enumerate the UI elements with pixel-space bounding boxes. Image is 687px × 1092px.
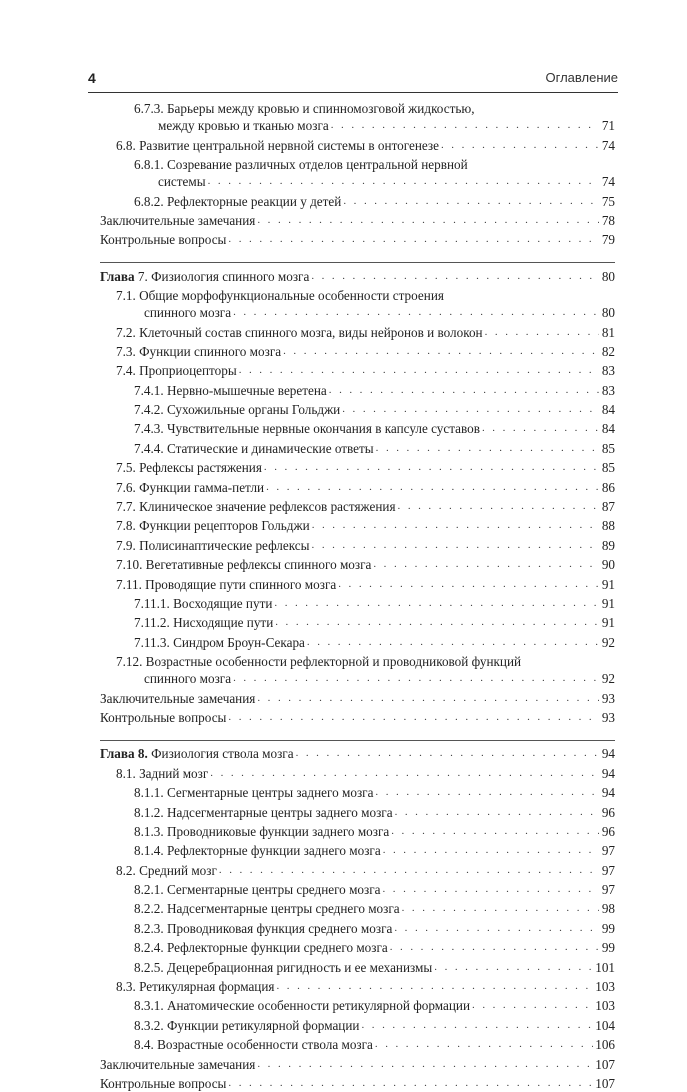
page-header bbox=[88, 70, 618, 90]
toc-entry-title: 6.8. Развитие центральной нервной системы в онтогенезе bbox=[116, 137, 439, 153]
chapter-8-name: Физиология ствола мозга bbox=[151, 746, 294, 762]
dot-leader bbox=[257, 212, 599, 229]
toc-entry[interactable] bbox=[100, 801, 615, 820]
chapter-7-label: Глава bbox=[100, 268, 135, 284]
toc-entry[interactable] bbox=[100, 840, 615, 859]
dot-leader bbox=[283, 343, 599, 360]
dot-leader bbox=[266, 479, 599, 496]
page-ref: 97 bbox=[601, 862, 615, 878]
page-ref: 87 bbox=[601, 499, 615, 515]
page-ref: 93 bbox=[601, 690, 615, 706]
dot-leader bbox=[383, 842, 599, 859]
toc-entry-title: спинного мозга bbox=[144, 671, 232, 687]
dot-leader bbox=[233, 304, 599, 321]
toc-entry[interactable] bbox=[100, 360, 615, 379]
dot-leader bbox=[331, 117, 599, 134]
chapter-7-title bbox=[100, 268, 309, 285]
dot-leader bbox=[382, 881, 599, 898]
dot-leader bbox=[210, 765, 599, 782]
dot-leader bbox=[375, 784, 599, 801]
toc-section-chapter-6-tail bbox=[100, 98, 615, 248]
toc-entry[interactable] bbox=[100, 210, 615, 229]
toc-entry-title: 6.8.2. Рефлекторные реакции у детей bbox=[134, 193, 342, 209]
toc-entry-title: 6.8.1. Созревание различных отделов центральной нервной bbox=[134, 157, 468, 173]
toc-entry[interactable] bbox=[100, 917, 615, 936]
dot-leader bbox=[482, 420, 599, 437]
toc-entry[interactable] bbox=[100, 399, 615, 418]
toc-entry[interactable] bbox=[100, 995, 615, 1014]
toc-entry-title: 6.7.3. Барьеры между кровью и спинномозговой жидкостью, bbox=[134, 101, 475, 117]
toc-entry[interactable] bbox=[100, 98, 615, 117]
toc-entry-title: системы bbox=[158, 174, 206, 190]
page-ref: 88 bbox=[601, 518, 615, 534]
dot-leader bbox=[274, 595, 599, 612]
toc-entry[interactable] bbox=[100, 321, 615, 340]
toc-entry-title: 7.12. Возрастные особенности рефлекторной и проводниковой функций bbox=[116, 654, 522, 670]
dot-leader bbox=[208, 173, 599, 190]
dot-leader bbox=[275, 614, 599, 631]
toc-entry[interactable] bbox=[100, 612, 615, 631]
header-rule bbox=[88, 92, 618, 93]
toc-entry-title: 8.3.2. Функции ретикулярной формации bbox=[134, 1017, 360, 1033]
chapter-8-rule bbox=[100, 740, 615, 741]
chapter-7-rule bbox=[100, 262, 615, 263]
toc-entry-continuation[interactable] bbox=[100, 173, 615, 190]
toc-entry-title: Заключительные замечания bbox=[100, 1056, 256, 1072]
dot-leader bbox=[257, 690, 599, 707]
toc-entry-title: 8.1.4. Рефлекторные функции заднего мозга bbox=[134, 843, 381, 859]
toc-entry[interactable] bbox=[100, 937, 615, 956]
toc-entry-title: 7.11.2. Нисходящие пути bbox=[134, 615, 274, 631]
dot-leader bbox=[228, 1075, 593, 1092]
toc-entry[interactable] bbox=[100, 379, 615, 398]
toc-entry-title: 7.4. Проприоцепторы bbox=[116, 363, 237, 379]
toc-entry[interactable] bbox=[100, 154, 615, 173]
page-ref: 84 bbox=[601, 421, 615, 437]
toc-entry[interactable] bbox=[100, 687, 615, 706]
toc-entry[interactable] bbox=[100, 1073, 615, 1092]
toc-entry[interactable] bbox=[100, 573, 615, 592]
page-ref: 83 bbox=[601, 363, 615, 379]
toc-entry[interactable] bbox=[100, 476, 615, 495]
dot-leader bbox=[312, 537, 599, 554]
toc-entry[interactable] bbox=[100, 651, 615, 670]
page-ref: 99 bbox=[601, 920, 615, 936]
toc-entry-title: 7.4.3. Чувствительные нервные окончания в капсуле суставов bbox=[134, 421, 480, 437]
toc-entry-title: 8.1.1. Сегментарные центры заднего мозга bbox=[134, 785, 374, 801]
chapter-8-title bbox=[100, 745, 294, 762]
page-ref: 79 bbox=[601, 232, 615, 248]
page-ref: 106 bbox=[595, 1037, 615, 1053]
page-ref: 92 bbox=[601, 671, 615, 687]
page-ref: 78 bbox=[601, 212, 615, 228]
toc-entry-title: Контрольные вопросы bbox=[100, 232, 227, 248]
toc-entry[interactable] bbox=[100, 496, 615, 515]
dot-leader bbox=[373, 556, 599, 573]
toc-entry-title: 7.7. Клиническое значение рефлексов растяжения bbox=[116, 499, 396, 515]
page-ref: 74 bbox=[601, 174, 615, 190]
toc-entry[interactable] bbox=[100, 707, 615, 726]
dot-leader bbox=[307, 634, 599, 651]
toc-entry-continuation[interactable] bbox=[100, 117, 615, 134]
dot-leader bbox=[228, 231, 599, 248]
toc-entry-title: 8.3.1. Анатомические особенности ретикулярной формации bbox=[134, 998, 471, 1014]
toc-entry[interactable] bbox=[100, 341, 615, 360]
dot-leader bbox=[219, 862, 599, 879]
toc-entry[interactable] bbox=[100, 457, 615, 476]
toc-entry-title: спинного мозга bbox=[144, 305, 232, 321]
page-ref: 74 bbox=[601, 137, 615, 153]
dot-leader bbox=[257, 1056, 593, 1073]
chapter-7-number: 7. bbox=[137, 268, 148, 284]
page-ref: 107 bbox=[595, 1075, 615, 1091]
dot-leader bbox=[228, 709, 599, 726]
dot-leader bbox=[312, 517, 599, 534]
dot-leader bbox=[390, 939, 599, 956]
toc-entry-title: 8.1. Задний мозг bbox=[116, 765, 209, 781]
toc-entry-title: 8.2.1. Сегментарные центры среднего мозга bbox=[134, 882, 381, 898]
dot-leader bbox=[239, 362, 599, 379]
toc-section-chapter-8 bbox=[100, 762, 615, 1092]
page-ref: 104 bbox=[595, 1017, 615, 1033]
dot-leader bbox=[394, 920, 599, 937]
page-ref: 101 bbox=[595, 959, 615, 975]
toc-entry-title: Заключительные замечания bbox=[100, 212, 256, 228]
chapter-7-name: Физиология спинного мозга bbox=[151, 268, 310, 284]
toc-entry[interactable] bbox=[100, 879, 615, 898]
toc-entry-title: 7.4.1. Нервно-мышечные веретена bbox=[134, 382, 327, 398]
page-ref: 85 bbox=[601, 460, 615, 476]
toc-entry-title: 7.4.2. Сухожильные органы Гольджи bbox=[134, 402, 341, 418]
toc-entry-title: Контрольные вопросы bbox=[100, 709, 227, 725]
toc-entry[interactable] bbox=[100, 976, 615, 995]
toc-entry-title: 7.5. Рефлексы растяжения bbox=[116, 460, 262, 476]
dot-leader bbox=[296, 745, 599, 762]
toc-entry[interactable] bbox=[100, 1014, 615, 1033]
toc-entry[interactable] bbox=[100, 1053, 615, 1072]
dot-leader bbox=[233, 670, 599, 687]
dot-leader bbox=[329, 382, 599, 399]
toc-entry-title: 8.2.5. Децеребрационная ригидность и ее механизмы bbox=[134, 959, 433, 975]
toc-entry-continuation[interactable] bbox=[100, 304, 615, 321]
dot-leader bbox=[441, 137, 599, 154]
toc-entry-title: 8.1.2. Надсегментарные центры заднего мозга bbox=[134, 804, 393, 820]
page-ref: 99 bbox=[601, 940, 615, 956]
toc-entry-title: 8.2.2. Надсегментарные центры среднего мозга bbox=[134, 901, 400, 917]
page-ref: 81 bbox=[601, 324, 615, 340]
page-ref: 80 bbox=[601, 268, 615, 284]
toc-entry-title: 7.2. Клеточный состав спинного мозга, виды нейронов и волокон bbox=[116, 324, 483, 340]
dot-leader bbox=[342, 401, 599, 418]
page-ref: 82 bbox=[601, 343, 615, 359]
chapter-gap bbox=[100, 726, 615, 740]
toc-entry[interactable] bbox=[100, 515, 615, 534]
page-ref: 96 bbox=[601, 804, 615, 820]
page-ref: 71 bbox=[601, 118, 615, 134]
page-ref: 84 bbox=[601, 402, 615, 418]
page-ref: 90 bbox=[601, 557, 615, 573]
toc-entry-title: 8.2. Средний мозг bbox=[116, 862, 217, 878]
toc-entry[interactable] bbox=[100, 762, 615, 781]
dot-leader bbox=[395, 804, 599, 821]
toc-entry-title: 8.1.3. Проводниковые функции заднего мозга bbox=[134, 823, 390, 839]
page-ref: 80 bbox=[601, 305, 615, 321]
toc-entry[interactable] bbox=[100, 631, 615, 650]
toc-entry-title: 7.3. Функции спинного мозга bbox=[116, 343, 282, 359]
toc-entry-title: Заключительные замечания bbox=[100, 690, 256, 706]
toc-entry[interactable] bbox=[100, 437, 615, 456]
dot-leader bbox=[264, 459, 599, 476]
page-ref: 103 bbox=[595, 979, 615, 995]
toc-entry-title: 7.11. Проводящие пути спинного мозга bbox=[116, 576, 337, 592]
toc-entry-title: 7.1. Общие морфофункциональные особенности строения bbox=[116, 288, 444, 304]
running-head: Оглавление bbox=[545, 70, 618, 85]
toc-entry[interactable] bbox=[100, 554, 615, 573]
chapter-gap bbox=[100, 248, 615, 262]
page-ref: 94 bbox=[601, 765, 615, 781]
table-of-contents bbox=[100, 98, 615, 1092]
dot-leader bbox=[276, 978, 593, 995]
dot-leader bbox=[376, 440, 599, 457]
toc-entry-title: 8.2.3. Проводниковая функция среднего мозга bbox=[134, 920, 393, 936]
toc-entry-title: 8.3. Ретикулярная формация bbox=[116, 979, 275, 995]
page-ref: 107 bbox=[595, 1056, 615, 1072]
dot-leader bbox=[343, 193, 599, 210]
toc-entry-title: Контрольные вопросы bbox=[100, 1075, 227, 1091]
page-ref: 93 bbox=[601, 709, 615, 725]
toc-entry-title: 7.6. Функции гамма-петли bbox=[116, 479, 265, 495]
page-ref: 83 bbox=[601, 382, 615, 398]
page-ref: 75 bbox=[601, 193, 615, 209]
toc-entry[interactable] bbox=[100, 782, 615, 801]
dot-leader bbox=[391, 823, 599, 840]
toc-chapter-8-entry[interactable] bbox=[100, 743, 615, 762]
page-ref: 89 bbox=[601, 537, 615, 553]
toc-entry[interactable] bbox=[100, 534, 615, 553]
toc-entry[interactable] bbox=[100, 1034, 615, 1053]
toc-entry-continuation[interactable] bbox=[100, 670, 615, 687]
toc-entry[interactable] bbox=[100, 190, 615, 209]
dot-leader bbox=[402, 900, 599, 917]
toc-chapter-7-entry[interactable] bbox=[100, 265, 615, 284]
toc-entry-title: 7.10. Вегетативные рефлексы спинного мозга bbox=[116, 557, 372, 573]
dot-leader bbox=[485, 324, 599, 341]
toc-entry-title: 7.4.4. Статические и динамические ответы bbox=[134, 440, 374, 456]
chapter-8-label: Глава 8. bbox=[100, 746, 148, 762]
page-ref: 96 bbox=[601, 823, 615, 839]
page-ref: 91 bbox=[601, 576, 615, 592]
toc-entry[interactable] bbox=[100, 418, 615, 437]
toc-entry-title: 7.8. Функции рецепторов Гольджи bbox=[116, 518, 310, 534]
toc-entry[interactable] bbox=[100, 859, 615, 878]
toc-entry-title: 8.2.4. Рефлекторные функции среднего мозга bbox=[134, 940, 388, 956]
toc-entry[interactable] bbox=[100, 229, 615, 248]
toc-entry[interactable] bbox=[100, 898, 615, 917]
dot-leader bbox=[311, 268, 599, 285]
toc-entry[interactable] bbox=[100, 285, 615, 304]
page-ref: 85 bbox=[601, 440, 615, 456]
toc-entry-title: 7.11.1. Восходящие пути bbox=[134, 595, 273, 611]
page-ref: 91 bbox=[601, 595, 615, 611]
toc-entry-title: между кровью и тканью мозга bbox=[158, 118, 329, 134]
toc-section-chapter-7 bbox=[100, 285, 615, 726]
dot-leader bbox=[375, 1036, 593, 1053]
toc-entry[interactable] bbox=[100, 593, 615, 612]
page-ref: 97 bbox=[601, 843, 615, 859]
toc-entry-title: 7.11.3. Синдром Броун-Секара bbox=[134, 634, 305, 650]
toc-entry[interactable] bbox=[100, 134, 615, 153]
page-ref: 94 bbox=[601, 746, 615, 762]
page-number: 4 bbox=[88, 70, 96, 86]
page-ref: 86 bbox=[601, 479, 615, 495]
dot-leader bbox=[434, 959, 593, 976]
toc-entry[interactable] bbox=[100, 956, 615, 975]
page-ref: 97 bbox=[601, 882, 615, 898]
toc-entry-title: 8.4. Возрастные особенности ствола мозга bbox=[134, 1037, 373, 1053]
toc-entry-title: 7.9. Полисинаптические рефлексы bbox=[116, 537, 310, 553]
page-ref: 94 bbox=[601, 785, 615, 801]
toc-entry[interactable] bbox=[100, 821, 615, 840]
dot-leader bbox=[338, 576, 599, 593]
dot-leader bbox=[361, 1017, 593, 1034]
dot-leader bbox=[398, 498, 599, 515]
page-ref: 98 bbox=[601, 901, 615, 917]
page-ref: 91 bbox=[601, 615, 615, 631]
page-ref: 103 bbox=[595, 998, 615, 1014]
page-ref: 92 bbox=[601, 634, 615, 650]
